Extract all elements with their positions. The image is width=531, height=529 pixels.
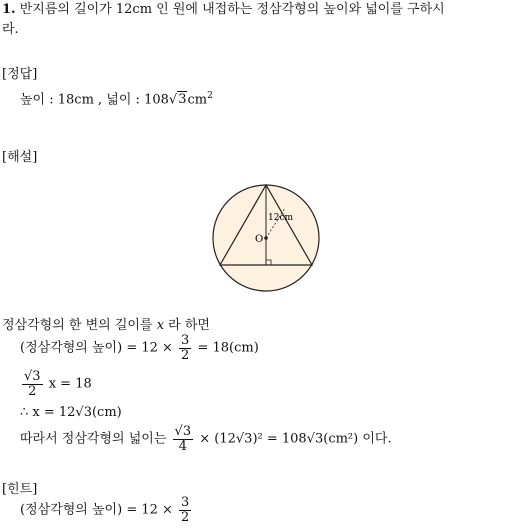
hint-fraction (179, 496, 191, 524)
line4-num: √3 (174, 424, 192, 439)
line1-num: 3 (181, 333, 190, 348)
line4-fraction (173, 425, 194, 453)
sqrt-symbol: √ (168, 92, 178, 108)
line2-num: √3 (24, 369, 41, 384)
explanation-header: [해설] (2, 150, 38, 165)
line4-right: × (12√3)² = 108√3(cm²) 이다. (199, 431, 392, 447)
question (2, 2, 445, 18)
line1-left: (정삼각형의 높이) = 12 × (20, 340, 173, 356)
intro-tail: 라 하면 (168, 318, 210, 333)
line2-fraction (22, 370, 43, 398)
answer-body (20, 91, 213, 109)
hint-header: [힌트] (2, 482, 38, 497)
question-text-line1: 반지름의 길이가 12cm 인 원에 내접하는 정삼각형의 높이와 넓이를 구하시 (19, 2, 445, 17)
explanation-line3: ∴ x = 12√3(cm) (20, 405, 122, 420)
hint-num: 3 (181, 495, 190, 510)
line2-den: 2 (28, 383, 37, 399)
answer-unit-exp: 2 (207, 91, 213, 101)
intro-text: 정삼각형의 한 변의 길이를 (2, 318, 153, 333)
explanation-intro (2, 318, 210, 334)
center-label: O (255, 234, 264, 245)
radius-label: 12cm (268, 213, 294, 223)
intro-var: x (156, 318, 165, 333)
line2-right: x = 18 (48, 376, 92, 392)
answer-unit: cm (187, 92, 208, 108)
hint-left: (정삼각형의 높이) = 12 × (20, 502, 173, 518)
hint-den: 2 (181, 509, 190, 525)
line1-fraction (179, 334, 191, 362)
question-number: 1. (2, 2, 16, 17)
answer-sqrt-value: 3 (178, 92, 187, 108)
explanation-line2 (20, 370, 92, 398)
answer-header: [정답] (2, 67, 38, 82)
answer-text: 높이 : 18cm , 넓이 : 108 (20, 92, 169, 108)
line1-right: = 18(cm) (197, 340, 259, 356)
line1-den: 2 (181, 347, 190, 363)
line4-den: 4 (178, 438, 187, 454)
explanation-line1 (20, 334, 259, 362)
question-text-line2: 라. (2, 22, 19, 37)
line4-left: 따라서 정삼각형의 넓이는 (20, 431, 167, 447)
explanation-line4 (20, 425, 392, 453)
hint-line (20, 496, 193, 524)
center-point (264, 236, 268, 240)
inscribed-triangle-figure (205, 178, 325, 298)
